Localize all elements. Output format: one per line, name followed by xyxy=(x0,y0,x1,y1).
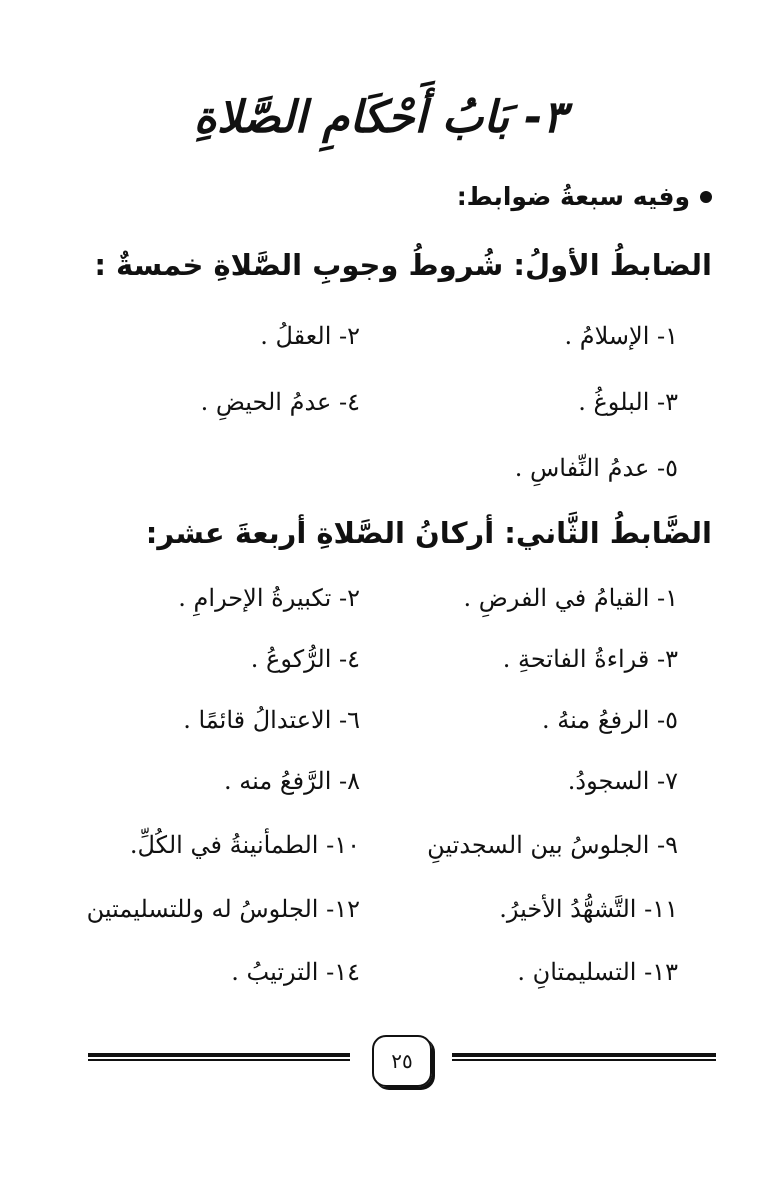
section1-item-5: ٥- عدمُ النِّفاسِ . xyxy=(514,454,678,482)
section2-item-8: ٨- الرَّفعُ منه . xyxy=(224,767,360,795)
section1-item-4: ٤- عدمُ الحيضِ . xyxy=(200,388,360,416)
section2-item-11: ١١- التَّشهُّدُ الأخيرُ. xyxy=(499,895,678,923)
section2-item-9: ٩- الجلوسُ بين السجدتينِ xyxy=(427,831,678,859)
section2-item-2: ٢- تكبيرةُ الإحرامِ . xyxy=(178,584,360,612)
section2-item-6: ٦- الاعتدالُ قائمًا . xyxy=(183,706,360,734)
chapter-title: ٣- بَابُ أَحْكَامِ الصَّلاةِ xyxy=(193,92,567,143)
section2-item-4: ٤- الرُّكوعُ . xyxy=(250,645,360,673)
section2-item-12: ١٢- الجلوسُ له وللتسليمتين xyxy=(86,895,360,923)
section2-item-3: ٣- قراءةُ الفاتحةِ . xyxy=(502,645,678,673)
section1-item-2: ٢- العقلُ . xyxy=(260,322,360,350)
section2-item-10: ١٠- الطمأنينةُ في الكُلِّ. xyxy=(129,831,360,859)
intro-line xyxy=(457,182,712,211)
section2-item-5: ٥- الرفعُ منهُ . xyxy=(542,706,678,734)
bullet-icon xyxy=(700,191,712,203)
intro-text: وفيه سبعةُ ضوابط: xyxy=(456,182,690,211)
section1-heading: الضابطُ الأولُ: شُروطُ وجوبِ الصَّلاةِ خمسةٌ : xyxy=(94,248,712,282)
section2-heading: الضَّابطُ الثَّاني: أركانُ الصَّلاةِ أربعةَ عشر: xyxy=(145,516,712,550)
section2-item-14: ١٤- الترتيبُ . xyxy=(231,958,360,986)
page-number: ٢٥ xyxy=(372,1035,432,1087)
section2-item-7: ٧- السجودُ. xyxy=(567,767,678,795)
footer-rule-left xyxy=(88,1053,350,1061)
section1-item-3: ٣- البلوغُ . xyxy=(578,388,678,416)
section1-item-1: ١- الإسلامُ . xyxy=(564,322,678,350)
footer-rule-right xyxy=(452,1053,716,1061)
section2-item-13: ١٣- التسليمتانِ . xyxy=(517,958,678,986)
section2-item-1: ١- القيامُ في الفرضِ . xyxy=(463,584,678,612)
